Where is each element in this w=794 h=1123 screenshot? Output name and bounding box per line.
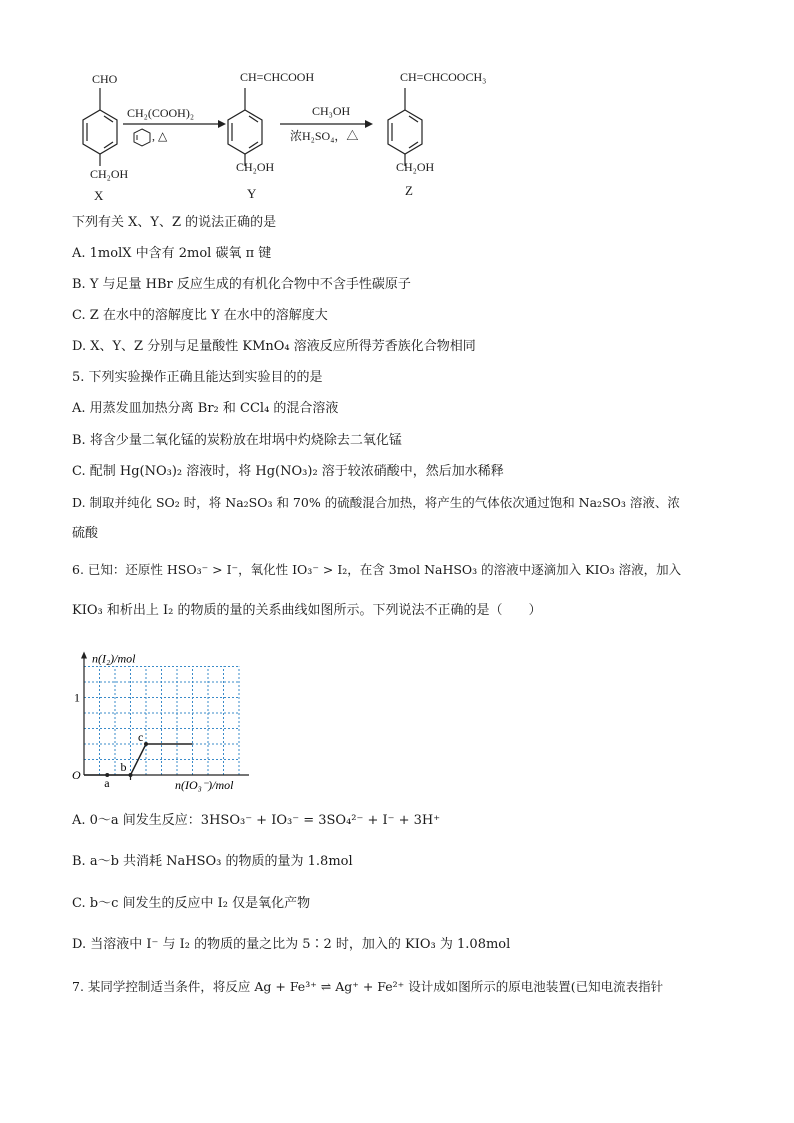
origin-label: O: [72, 768, 81, 782]
q6-option-d: D. 当溶液中 I⁻ 与 I₂ 的物质的量之比为 5∶2 时，加入的 KIO₃ 为 1.08mol: [72, 937, 511, 952]
compound-z-label: Z: [405, 183, 413, 198]
q4-option-c: C. Z 在水中的溶解度比 Y 在水中的溶解度大: [72, 308, 328, 323]
y-axis-title: n(I₂)/mol: [92, 651, 136, 666]
q5-option-d-line2: 硫酸: [72, 526, 99, 541]
point-label-a: a: [104, 776, 110, 790]
compound-y-label: Y: [247, 186, 257, 201]
q6-option-c: C. b～c 间发生的反应中 I₂ 仅是氧化产物: [72, 896, 311, 911]
z-acrylate-ester-group: CH=CHCOOCH₃: [400, 70, 487, 84]
y-tick-label: 1: [74, 690, 80, 705]
reagent-methanol: CH₃OH: [312, 104, 351, 118]
iodine-chart: [70, 630, 270, 795]
z-hydroxymethyl-group: CH₂OH: [396, 160, 435, 174]
point-label-b: b: [120, 760, 127, 774]
q5-option-d-line1: D. 制取并纯化 SO₂ 时，将 Na₂SO₃ 和 70% 的硫酸混合加热，将产生的气体依次通过饱和 Na₂SO₃ 溶液、浓: [72, 495, 680, 510]
y-axis-arrow: [81, 652, 87, 659]
reagent-pyridine-heat: , △: [152, 129, 168, 143]
reagent-sulfuric-acid-heat: 浓H₂SO₄，△: [290, 129, 359, 143]
q4-stem: 下列有关 X、Y、Z 的说法正确的是: [72, 215, 277, 230]
q5-option-b: B. 将含少量二氧化锰的炭粉放在坩埚中灼烧除去二氧化锰: [72, 433, 402, 448]
q4-option-d: D. X、Y、Z 分别与足量酸性 KMnO₄ 溶液反应所得芳香族化合物相同: [72, 339, 476, 354]
x-aldehyde-group: CHO: [92, 72, 118, 86]
q4-option-a: A. 1molX 中含有 2mol 碳氧 π 键: [72, 246, 272, 261]
data-point-c: [144, 742, 148, 746]
q5-option-c: C. 配制 Hg(NO₃)₂ 溶液时，将 Hg(NO₃)₂ 溶于较浓硝酸中，然后加水稀释: [72, 464, 504, 479]
x-axis-title: n(IO₃⁻)/mol: [175, 778, 234, 792]
y-hydroxymethyl-group: CH₂OH: [236, 160, 275, 174]
q6-stem-line2: KIO₃ 和析出上 I₂ 的物质的量的关系曲线如图所示。下列说法不正确的是（ ）: [72, 603, 542, 618]
iodine-chart-svg: [70, 630, 270, 795]
q7-stem: 7. 某同学控制适当条件，将反应 Ag + Fe³⁺ ⇌ Ag⁺ + Fe²⁺ 设计成如图所示的原电池装置(已知电流表指针: [72, 979, 664, 994]
q6-stem-line1: 6. 已知：还原性 HSO₃⁻ > I⁻，氧化性 IO₃⁻ > I₂，在含 3mol NaHSO₃ 的溶液中逐滴加入 KIO₃ 溶液，加入: [72, 562, 682, 577]
q6-option-a: A. 0～a 间发生反应：3HSO₃⁻ + IO₃⁻ = 3SO₄²⁻ + I⁻ + 3H⁺: [72, 813, 441, 828]
y-acrylic-acid-group: CH=CHCOOH: [240, 70, 315, 84]
reagent-malonic-acid: CH₂(COOH)₂: [127, 106, 195, 120]
compound-x-label: X: [94, 188, 104, 203]
q4-option-b: B. Y 与足量 HBr 反应生成的有机化合物中不含手性碳原子: [72, 277, 411, 292]
q5-stem: 5. 下列实验操作正确且能达到实验目的的是: [72, 370, 323, 385]
x-hydroxymethyl-group: CH₂OH: [90, 167, 129, 181]
point-label-c: c: [138, 730, 144, 744]
q5-option-a: A. 用蒸发皿加热分离 Br₂ 和 CCl₄ 的混合溶液: [72, 401, 339, 416]
q6-option-b: B. a～b 共消耗 NaHSO₃ 的物质的量为 1.8mol: [72, 854, 353, 869]
